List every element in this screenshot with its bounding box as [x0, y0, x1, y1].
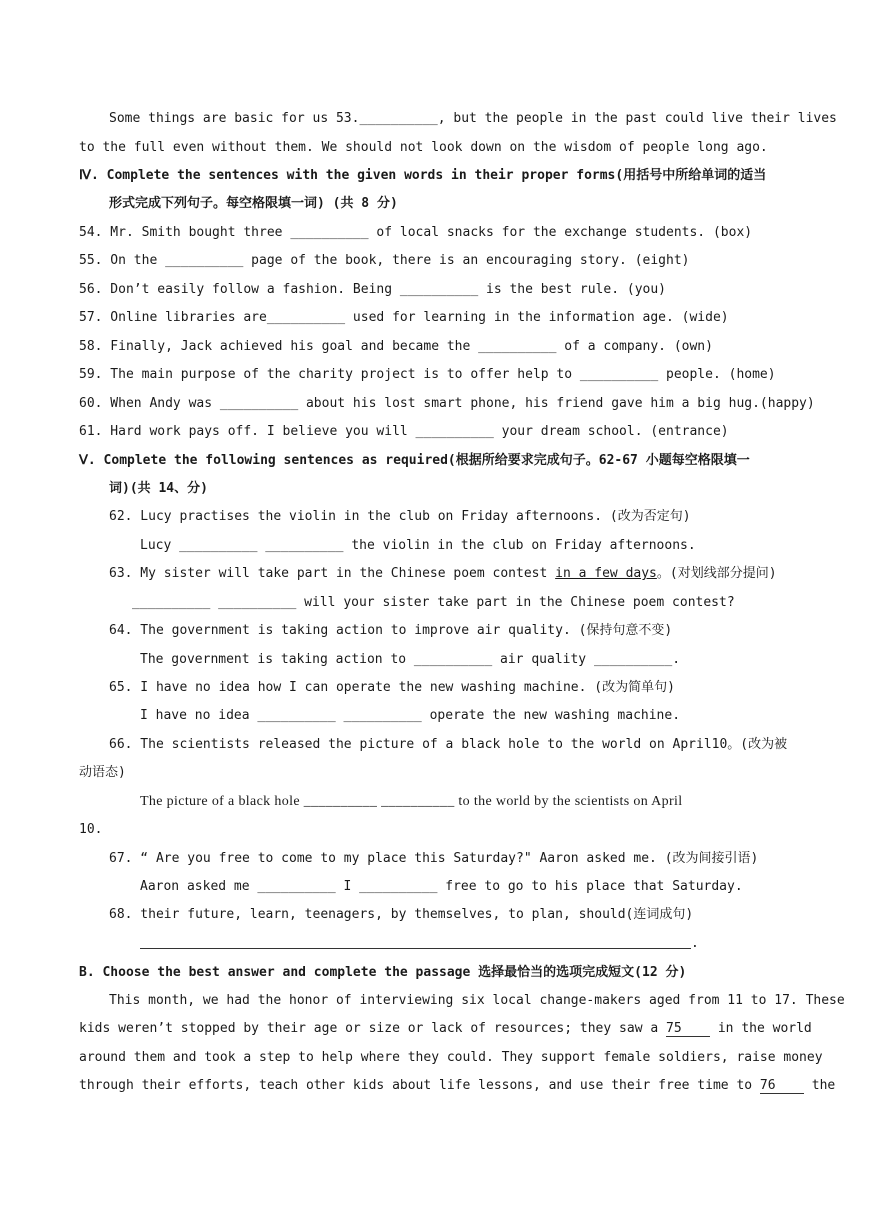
question-62: 62. Lucy practises the violin in the club on Friday afternoons. (改为否定句)	[109, 509, 691, 524]
question-66: 66. The scientists released the picture of a black hole to the world on April10。(改为被	[109, 737, 788, 752]
section-b-heading: B. Choose the best answer and complete the passage 选择最恰当的选项完成短文(12 分)	[79, 965, 687, 980]
section-4-heading: Ⅳ. Complete the sentences with the given words in their proper forms(用括号中所给单词的适当	[79, 168, 767, 183]
question-61: 61. Hard work pays off. I believe you will __________ your dream school. (entrance)	[79, 424, 729, 439]
question-56: 56. Don’t easily follow a fashion. Being __________ is the best rule. (you)	[79, 282, 666, 297]
answer-67: Aaron asked me __________ I __________ free to go to his place that Saturday.	[140, 879, 743, 894]
question-58: 58. Finally, Jack achieved his goal and became the __________ of a company. (own)	[79, 339, 713, 354]
question-68: 68. their future, learn, teenagers, by themselves, to plan, should(连词成句)	[109, 907, 694, 922]
question-63-text: 63. My sister will take part in the Chinese poem contest	[109, 566, 556, 581]
question-63-underlined: in a few days	[555, 566, 657, 581]
section-5-heading-cont: 词)(共 14、分)	[109, 481, 208, 496]
question-54: 54. Mr. Smith bought three __________ of local snacks for the exchange students. (box)	[79, 225, 753, 240]
question-65: 65. I have no idea how I can operate the new washing machine. (改为简单句)	[109, 680, 675, 695]
answer-68-period: .	[691, 936, 699, 951]
answer-66: The picture of a black hole __________ __________ to the world by the scientists on April	[140, 794, 683, 809]
section-4-heading-cont: 形式完成下列句子。每空格限填一词) (共 8 分)	[109, 196, 398, 211]
answer-65: I have no idea __________ __________ operate the new washing machine.	[140, 708, 681, 723]
question-57: 57. Online libraries are__________ used for learning in the information age. (wide)	[79, 310, 729, 325]
question-63	[109, 565, 777, 583]
passage-b-line-4	[79, 1077, 836, 1095]
answer-63: __________ __________ will your sister take part in the Chinese poem contest?	[132, 595, 735, 610]
question-55: 55. On the __________ page of the book, there is an encouraging story. (eight)	[79, 253, 690, 268]
passage-b-line-4-text: through their efforts, teach other kids about life lessons, and use their free time to	[79, 1078, 753, 1093]
passage-b-line-4-end: the	[811, 1078, 836, 1093]
answer-66-cont: 10.	[79, 822, 103, 837]
section-5-heading: Ⅴ. Complete the following sentences as required(根据所给要求完成句子。62-67 小题每空格限填一	[79, 453, 750, 468]
passage-b-line-2-text: kids weren’t stopped by their age or size or lack of resources; they saw a	[79, 1021, 659, 1036]
blank-76[interactable]: 76	[760, 1078, 804, 1094]
answer-64: The government is taking action to __________ air quality __________.	[140, 652, 681, 667]
question-63-instruction: 。(对划线部分提问)	[656, 566, 777, 581]
question-60: 60. When Andy was __________ about his lost smart phone, his friend gave him a big hug.(happy)	[79, 396, 815, 411]
answer-68-line	[140, 948, 691, 949]
question-64: 64. The government is taking action to improve air quality. (保持句意不变)	[109, 623, 673, 638]
blank-75[interactable]: 75	[666, 1021, 710, 1037]
answer-62: Lucy __________ __________ the violin in the club on Friday afternoons.	[140, 538, 696, 553]
passage-b-line-1: This month, we had the honor of interviewing six local change-makers aged from 11 to 17. These	[109, 993, 845, 1008]
question-67: 67. “ Are you free to come to my place this Saturday?" Aaron asked me. (改为间接引语)	[109, 851, 759, 866]
question-59: 59. The main purpose of the charity project is to offer help to __________ people. (home)	[79, 367, 776, 382]
passage-b-line-2	[79, 1020, 812, 1038]
passage-b-line-2-end: in the world	[717, 1021, 812, 1036]
passage-line-1: Some things are basic for us 53.__________, but the people in the past could live their lives	[109, 111, 837, 126]
passage-line-2: to the full even without them. We should not look down on the wisdom of people long ago.	[79, 140, 768, 155]
question-66-cont: 动语态)	[79, 765, 126, 780]
passage-b-line-3: around them and took a step to help where they could. They support female soldiers, raise money	[79, 1050, 823, 1065]
